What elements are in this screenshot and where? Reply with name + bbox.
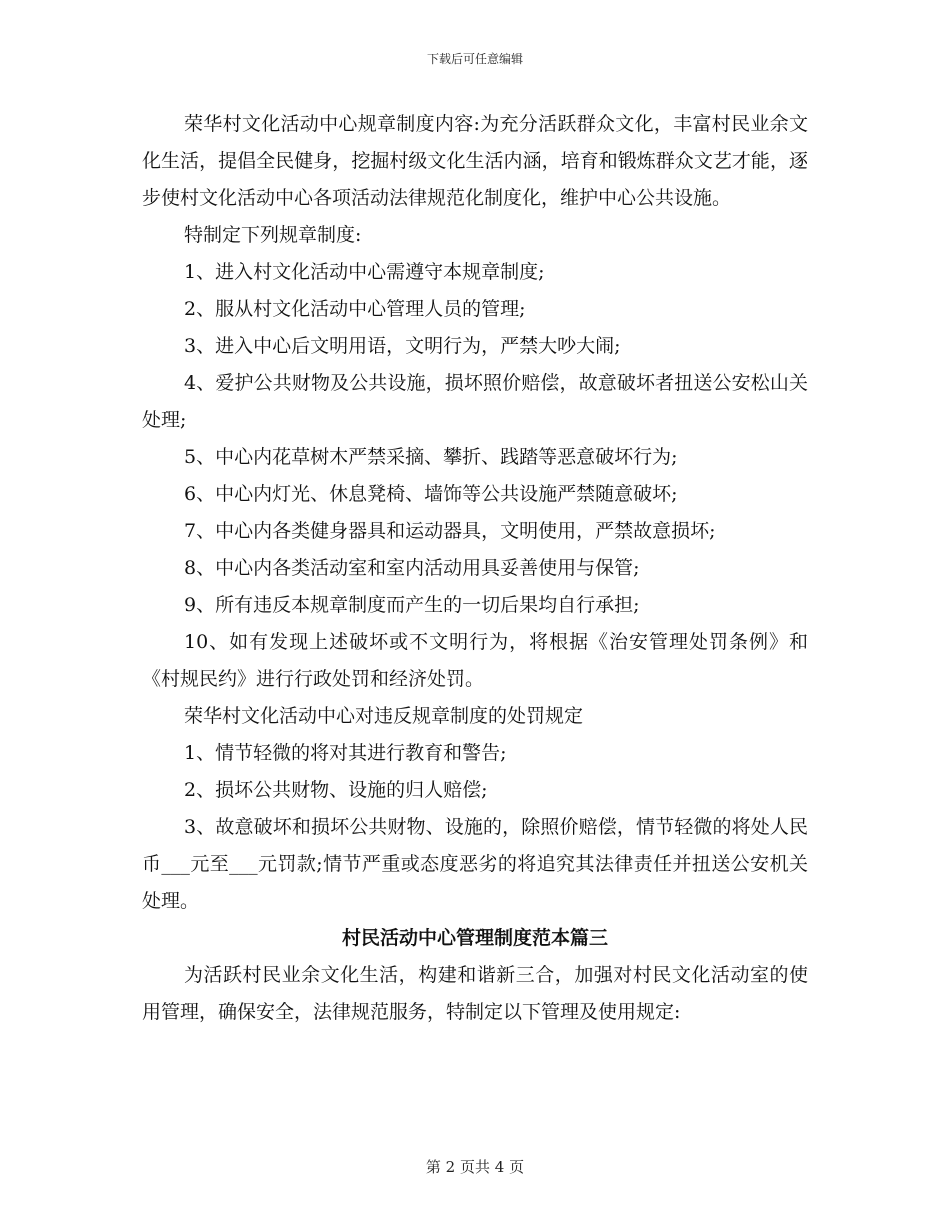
section-heading: 村民活动中心管理制度范本篇三 (341, 927, 608, 949)
rule-item-6: 6、中心内灯光、休息凳椅、墙饰等公共设施严禁随意破坏; (184, 483, 678, 505)
rule-item-9: 9、所有违反本规章制度而产生的一切后果均自行承担; (184, 594, 640, 616)
penalty-section-title: 荣华村文化活动中心对违反规章制度的处罚规定 (184, 705, 584, 727)
rule-item-2: 2、服从村文化活动中心管理人员的管理; (184, 298, 526, 320)
rule-item-8: 8、中心内各类活动室和室内活动用具妥善使用与保管; (184, 557, 640, 579)
rules-lead-in: 特制定下列规章制度: (184, 224, 362, 246)
penalty-item-3: 3、故意破坏和损坏公共财物、设施的，除照价赔偿，情节轻微的将处人民币___元至___元罚款;情节严重或态度恶劣的将追究其法律责任并扭送公安机关处理。 (142, 816, 808, 912)
intro-paragraph: 荣华村文化活动中心规章制度内容:为充分活跃群众文化，丰富村民业余文化生活，提倡全民健身，挖掘村级文化生活内涵，培育和锻炼群众文艺才能，逐步使村文化活动中心各项活动法律规范化制度化，维护中心公共设施。 (142, 113, 808, 209)
penalty-item-1: 1、情节轻微的将对其进行教育和警告; (184, 742, 507, 764)
rule-item-10: 10、如有发现上述破坏或不文明行为，将根据《治安管理处罚条例》和《村规民约》进行行政处罚和经济处罚。 (142, 631, 808, 690)
rule-item-4: 4、爱护公共财物及公共设施，损坏照价赔偿，故意破坏者扭送公安松山关处理; (142, 372, 808, 431)
rule-item-7: 7、中心内各类健身器具和运动器具，文明使用，严禁故意损坏; (184, 520, 716, 542)
rule-item-5: 5、中心内花草树木严禁采摘、攀折、践踏等恶意破坏行为; (184, 446, 678, 468)
page-header: 下载后可任意编辑 (426, 52, 523, 66)
rule-item-1: 1、进入村文化活动中心需遵守本规章制度; (184, 261, 545, 283)
rule-item-3: 3、进入中心后文明用语，文明行为，严禁大吵大闹; (184, 335, 621, 357)
page-footer: 第 2 页共 4 页 (425, 1158, 525, 1176)
closing-paragraph: 为活跃村民业余文化生活，构建和谐新三合，加强对村民文化活动室的使用管理，确保安全，法律规范服务，特制定以下管理及使用规定: (142, 964, 808, 1023)
penalty-item-2: 2、损坏公共财物、设施的归人赔偿; (184, 779, 488, 801)
document-body (142, 106, 808, 1031)
